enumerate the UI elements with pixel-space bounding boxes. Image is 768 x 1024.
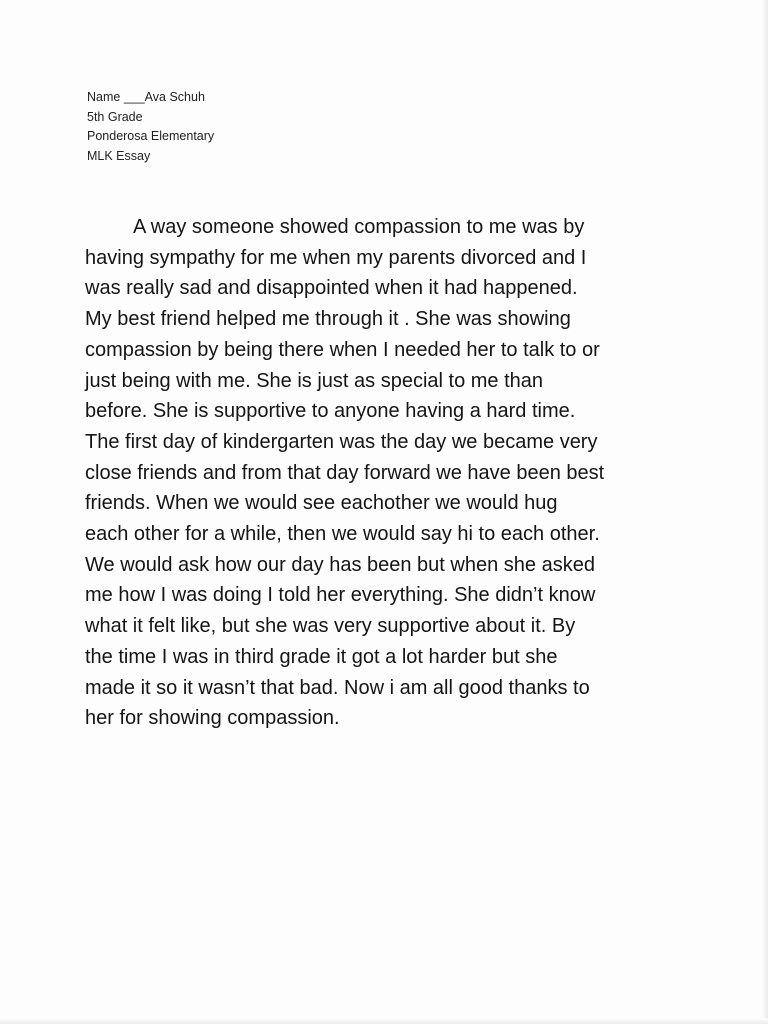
essay-line: me how I was doing I told her everything. She didn’t know	[85, 584, 596, 607]
essay-line: compassion by being there when I needed her to talk to or	[85, 338, 600, 361]
essay-body	[85, 212, 665, 734]
essay-line: the time I was in third grade it got a lot harder but she	[85, 645, 558, 668]
student-name: Name ___Ava Schuh	[87, 90, 205, 104]
essay-line: We would ask how our day has been but when she asked	[85, 553, 595, 576]
essay-line: A way someone showed compassion to me was by	[133, 216, 585, 238]
student-grade: 5th Grade	[87, 109, 143, 124]
essay-line: made it so it wasn’t that bad. Now i am all good thanks to	[85, 676, 590, 699]
essay-line: before. She is supportive to anyone having a hard time.	[85, 400, 576, 423]
school-name: Ponderosa Elementary	[87, 129, 215, 143]
essay-line: having sympathy for me when my parents divorced and I	[85, 246, 587, 269]
essay-line: My best friend helped me through it . She was showing	[85, 308, 571, 331]
essay-line: was really sad and disappointed when it had happened.	[85, 277, 578, 300]
essay-line: her for showing compassion.	[85, 707, 340, 730]
essay-line: each other for a while, then we would say hi to each other.	[85, 523, 600, 546]
essay-line: close friends and from that day forward we have been best	[85, 461, 605, 484]
essay-line: what it felt like, but she was very supportive about it. By	[85, 615, 576, 638]
essay-line: The first day of kindergarten was the day we became very	[85, 430, 598, 453]
scan-edge-shadow	[0, 1018, 768, 1024]
scan-edge-shadow	[762, 0, 768, 1024]
student-header	[87, 88, 214, 166]
assignment-title: MLK Essay	[87, 148, 151, 163]
essay-line: just being with me. She is just as special to me than	[85, 369, 544, 392]
essay-line: friends. When we would see eachother we would hug	[85, 492, 558, 515]
